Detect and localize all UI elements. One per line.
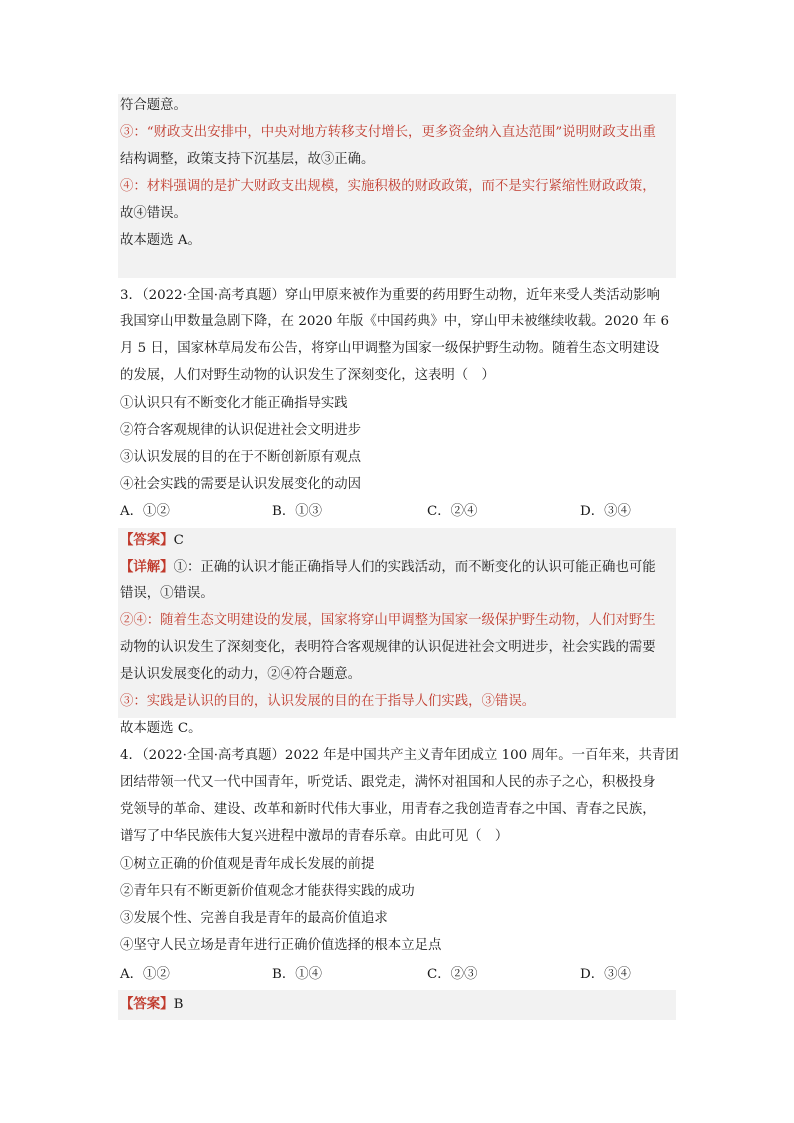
question-stem: 我国穿山甲数量急剧下降，在 2020 年版《中国药典》中，穿山甲未被继续收载。2020 年 6 — [120, 314, 669, 329]
detail-line: 故本题选 C。 — [120, 721, 202, 736]
answer-value: C — [173, 533, 184, 548]
question-item: ②符合客观规律的认识促进社会文明进步 — [120, 423, 362, 438]
detail-line: 动物的认识发生了深刻变化，表明符合客观规律的认识促进社会文明进步，社会实践的需要 — [120, 640, 656, 655]
answer-value: B — [173, 997, 184, 1012]
detail-row — [120, 557, 676, 577]
question-item: ①树立正确的价值观是青年成长发展的前提 — [120, 857, 375, 872]
detail-label: 【详解】 — [120, 559, 174, 575]
question-stem: 3．（2022·全国·高考真题）穿山甲原来被作为重要的药用野生动物，近年来受人类活动影响 — [120, 288, 660, 303]
option-a: A．①② — [120, 967, 170, 982]
option-b: B．①③ — [272, 504, 323, 519]
answer-row — [120, 530, 676, 550]
question-stem: 4．（2022·全国·高考真题）2022 年是中国共产主义青年团成立 100 周年。一百年来，共青团 — [120, 748, 679, 763]
question-item: ④社会实践的需要是认识发展变化的动因 — [120, 477, 362, 492]
option-b: B．①④ — [272, 967, 323, 982]
answer-line: 故④错误。 — [120, 206, 187, 221]
question-item: ③认识发展的目的在于不断创新原有观点 — [120, 450, 362, 465]
question-item: ①认识只有不断变化才能正确指导实践 — [120, 396, 348, 411]
answer-line: 结构调整，政策支持下沉基层，故③正确。 — [120, 152, 375, 167]
question-stem: 党领导的革命、建设、改革和新时代伟大事业，用青春之我创造青春之中国、青春之民族， — [120, 802, 656, 817]
option-d: D．③④ — [580, 967, 631, 982]
answer-label: 【答案】 — [120, 996, 174, 1012]
answer-line: 符合题意。 — [120, 98, 187, 113]
answer-row — [120, 994, 676, 1014]
detail-text: ①：正确的认识才能正确指导人们的实践活动，而不断变化的认识可能正确也可能 — [173, 560, 656, 575]
answer-line: ③：“财政支出安排中，中央对地方转移支付增长，更多资金纳入直达范围”说明财政支出重 — [120, 125, 656, 140]
detail-line: ③：实践是认识的目的，认识发展的目的在于指导人们实践，③错误。 — [120, 694, 536, 709]
detail-line: 是认识发展变化的动力，②④符合题意。 — [120, 667, 362, 682]
question-stem: 团结带领一代又一代中国青年，听党话、跟党走，满怀对祖国和人民的赤子之心，积极投身 — [120, 775, 656, 790]
question-item: ③发展个性、完善自我是青年的最高价值追求 — [120, 911, 388, 926]
detail-line: 错误，①错误。 — [120, 586, 214, 601]
option-d: D．③④ — [580, 504, 631, 519]
option-c: C．②④ — [427, 504, 478, 519]
option-a: A．①② — [120, 504, 170, 519]
question-stem: 的发展，人们对野生动物的认识发生了深刻变化，这表明（ ） — [120, 368, 495, 383]
answer-label: 【答案】 — [120, 532, 174, 548]
detail-line: ②④：随着生态文明建设的发展，国家将穿山甲调整为国家一级保护野生动物，人们对野生 — [120, 613, 656, 628]
option-c: C．②③ — [427, 967, 478, 982]
question-item: ②青年只有不断更新价值观念才能获得实践的成功 — [120, 884, 415, 899]
answer-line: 故本题选 A。 — [120, 233, 201, 248]
question-item: ④坚守人民立场是青年进行正确价值选择的根本立足点 — [120, 938, 442, 953]
question-stem: 谱写了中华民族伟大复兴进程中激昂的青春乐章。由此可见（ ） — [120, 829, 509, 844]
question-stem: 月 5 日，国家林草局发布公告，将穿山甲调整为国家一级保护野生动物。随着生态文明建设 — [120, 341, 660, 356]
answer-line: ④：材料强调的是扩大财政支出规模，实施积极的财政政策，而不是实行紧缩性财政政策， — [120, 179, 656, 194]
